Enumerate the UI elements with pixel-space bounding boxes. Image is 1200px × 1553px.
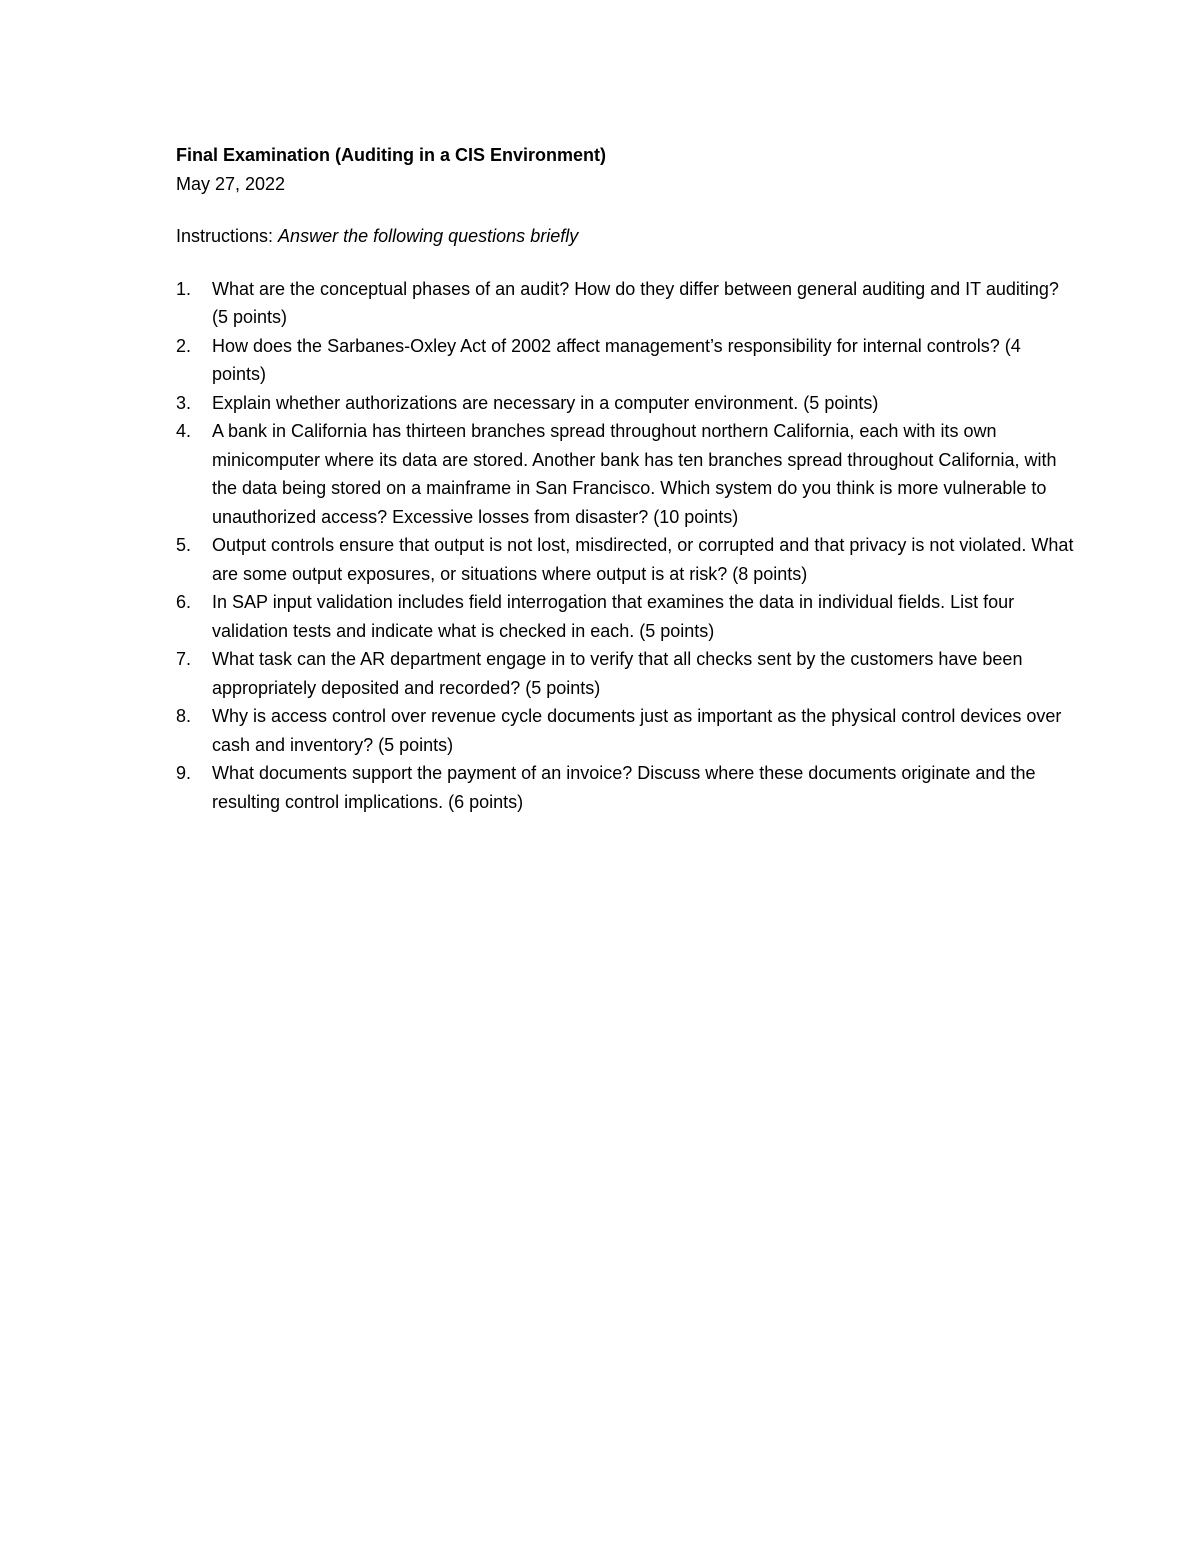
question-item [176,275,1076,332]
question-text: Output controls ensure that output is not lost, misdirected, or corrupted and that privacy is not violated. What are some output exposures, or situations where output is at risk? (8 points) [212,535,1074,584]
question-number: 8. [176,706,192,726]
question-number: 7. [176,649,192,669]
question-item [176,531,1076,588]
question-text: A bank in California has thirteen branches spread throughout northern California, each with its own minicomputer where its data are stored. Another bank has ten branches spread throughout California, with the data being stored on a mainframe in San Francisco. Which system do you think is more vulnerable to unauthorized access? Excessive losses from disaster? (10 points) [212,421,1057,527]
document-content [176,141,1076,816]
question-text: Explain whether authorizations are necessary in a computer environment. (5 points) [212,392,879,413]
question-item [176,702,1076,759]
instructions-label: Instructions: [176,226,279,246]
question-item [176,417,1076,531]
document-date: May 27, 2022 [176,173,286,194]
question-number: 9. [176,763,192,783]
question-item [176,645,1076,702]
question-number: 3. [176,392,192,413]
question-text: What documents support the payment of an invoice? Discuss where these documents originate and the resulting control implications. (6 points) [212,763,1036,812]
question-number: 5. [176,535,192,555]
question-text: What are the conceptual phases of an audit? How do they differ between general auditing and IT auditing? (5 points) [212,278,1059,327]
question-number: 4. [176,421,192,441]
instructions [176,222,1076,251]
instructions-text: Answer the following questions briefly [278,226,579,246]
question-number: 6. [176,592,192,612]
question-text: What task can the AR department engage in to verify that all checks sent by the customers have been appropriately deposited and recorded? (5 points) [212,649,1023,698]
question-item [176,389,1076,418]
question-number: 2. [176,335,192,356]
question-text: How does the Sarbanes-Oxley Act of 2002 affect management’s responsibility for internal controls? (4 points) [212,335,1021,384]
question-item [176,588,1076,645]
question-text: Why is access control over revenue cycle documents just as important as the physical control devices over cash and inventory? (5 points) [212,706,1062,755]
question-item [176,332,1076,389]
question-item [176,759,1076,816]
question-number: 1. [176,278,192,299]
question-list [176,275,1076,817]
document-title: Final Examination (Auditing in a CIS Environment) [176,145,607,165]
question-text: In SAP input validation includes field interrogation that examines the data in individual fields. List four validation tests and indicate what is checked in each. (5 points) [212,592,1015,641]
